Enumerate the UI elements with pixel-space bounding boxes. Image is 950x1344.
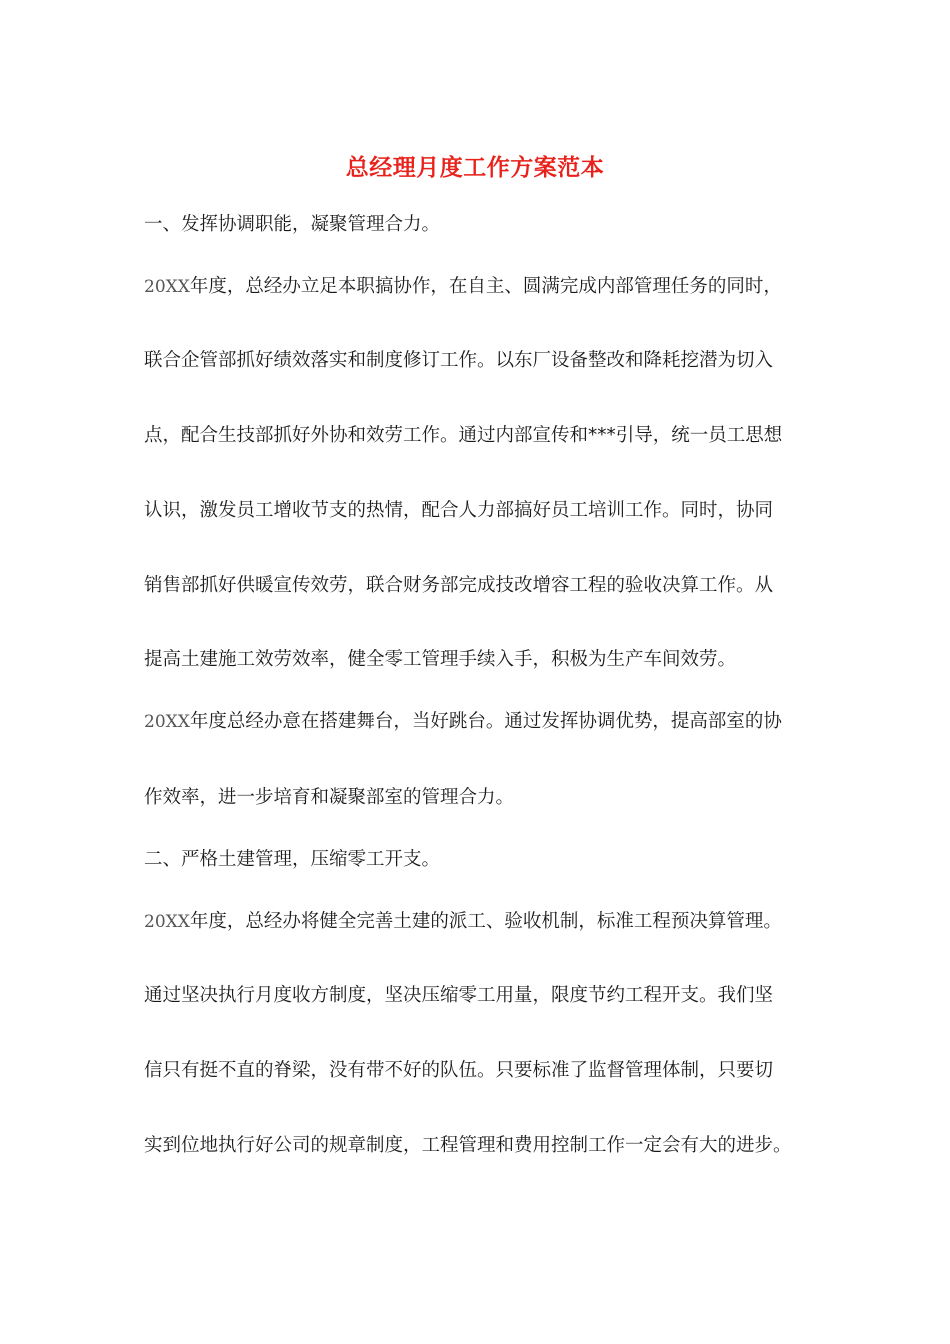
paragraph-line (144, 645, 736, 675)
line-text: 年度总经办意在搭建舞台，当好跳台。通过发挥协调优势，提高部室的协 (189, 711, 782, 732)
paragraph-line (144, 707, 782, 737)
line-text: 信只有挺不直的脊梁，没有带不好的队伍。只要标准了监督管理体制，只要切 (144, 1060, 774, 1081)
line-text: 年度，总经办将健全完善土建的派工、验收机制，标准工程预决算管理。 (189, 911, 782, 932)
document-title: 总经理月度工作方案范本 (345, 154, 605, 181)
line-text: 提高土建施工效劳效率，健全零工管理手续入手，积极为生产车间效劳。 (144, 649, 737, 670)
section-heading-2 (144, 845, 440, 875)
line-text: 认识，激发员工增收节支的热情，配合人力部搞好员工培训工作。同时，协同 (144, 500, 774, 521)
line-text: 联合企管部抓好绩效落实和制度修订工作。以东厂设备整改和降耗挖潜为切入 (144, 350, 774, 371)
section-heading-1 (144, 210, 440, 240)
paragraph-line (144, 1056, 773, 1086)
line-text: 通过坚决执行月度收方制度，坚决压缩零工用量，限度节约工程开支。我们坚 (144, 985, 774, 1006)
paragraph-line (144, 346, 773, 376)
year-prefix: 20XX (144, 277, 190, 297)
line-text: 作效率，进一步培育和凝聚部室的管理合力。 (144, 787, 515, 808)
paragraph-line (144, 272, 782, 302)
year-prefix: 20XX (144, 912, 190, 932)
paragraph-line (144, 571, 773, 601)
year-prefix: 20XX (144, 712, 190, 732)
paragraph-line (144, 496, 773, 526)
line-text: 实到位地执行好公司的规章制度，工程管理和费用控制工作一定会有大的进步。 (144, 1135, 792, 1156)
line-text: 点，配合生技部抓好外协和效劳工作。通过内部宣传和***引导，统一员工思想 (144, 425, 783, 446)
line-text: 一、发挥协调职能，凝聚管理合力。 (144, 214, 441, 235)
paragraph-line (144, 981, 773, 1011)
line-text: 销售部抓好供暖宣传效劳，联合财务部完成技改增容工程的验收决算工作。从 (144, 575, 774, 596)
line-text: 年度，总经办立足本职搞协作，在自主、圆满完成内部管理任务的同时， (189, 276, 782, 297)
paragraph-line (144, 907, 782, 937)
paragraph-line (144, 1131, 792, 1161)
line-text: 二、严格土建管理，压缩零工开支。 (144, 849, 441, 870)
paragraph-line (144, 783, 514, 813)
paragraph-line (144, 421, 782, 451)
